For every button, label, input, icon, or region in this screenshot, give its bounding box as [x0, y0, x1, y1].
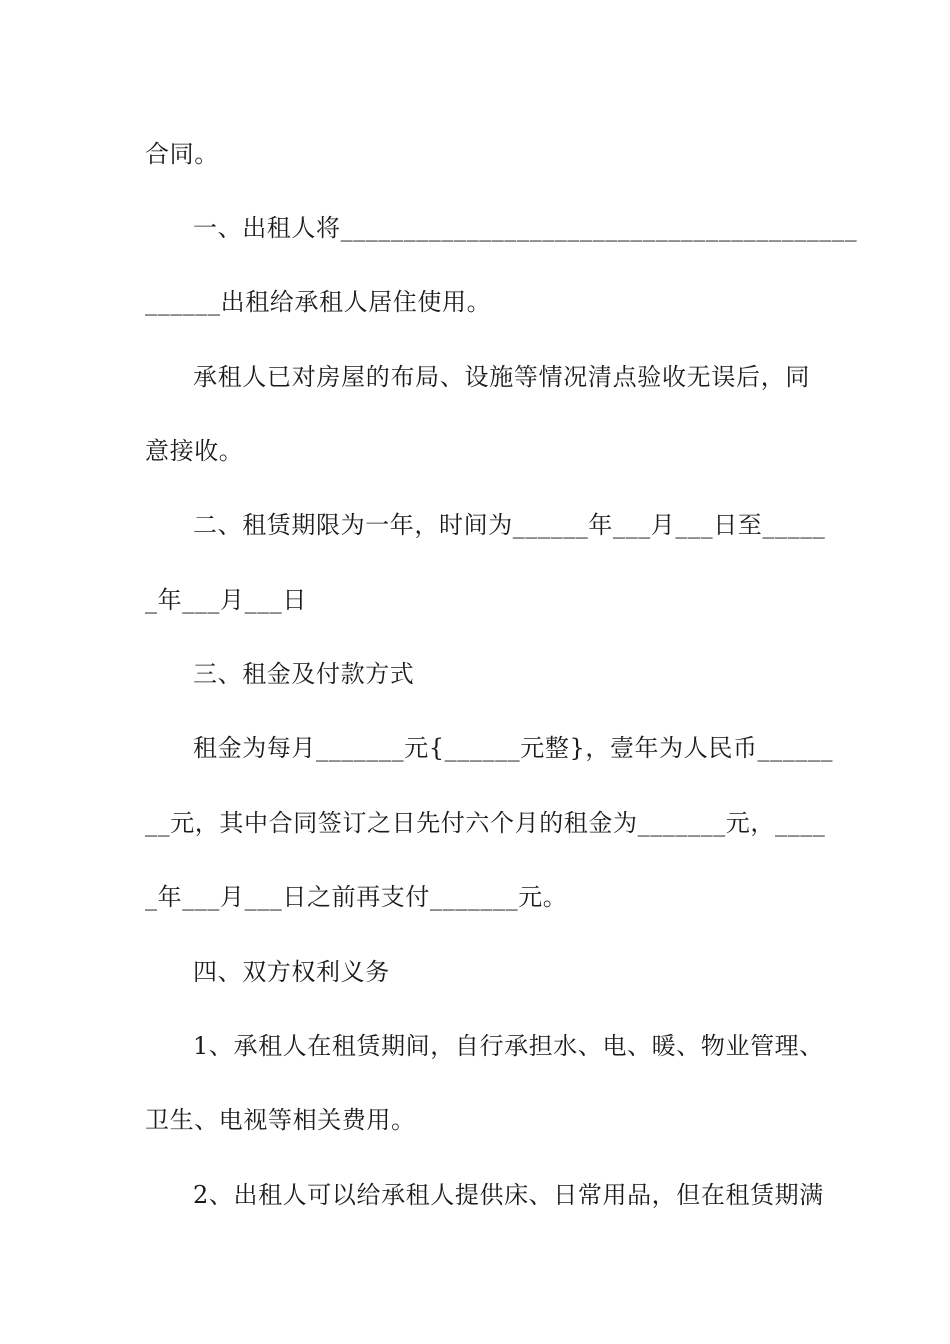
text-line: 租金为每月_______元{______元整}，壹年为人民币______: [193, 734, 834, 762]
text-line: ______出租给承租人居住使用。: [145, 288, 492, 316]
text-line: 意接收。: [145, 437, 244, 465]
text-line: 2、出租人可以给承租人提供床、日常用品，但在租赁期满: [193, 1181, 824, 1209]
text-line: 一、出租人将_________________________________________: [193, 214, 858, 242]
text-line: 卫生、电视等相关费用。: [145, 1106, 416, 1134]
text-line: 承租人已对房屋的布局、设施等情况清点验收无误后，同: [193, 363, 810, 391]
text-line: _年___月___日之前再支付_______元。: [145, 883, 568, 911]
text-line: 合同。: [145, 140, 219, 168]
text-line: __元，其中合同签订之日先付六个月的租金为_______元，____: [145, 809, 826, 837]
text-line: 四、双方权利义务: [193, 958, 390, 986]
text-line: _年___月___日: [145, 586, 307, 614]
text-line: 二、租赁期限为一年，时间为______年___月___日至_____: [193, 511, 826, 539]
text-line: 三、租金及付款方式: [193, 660, 415, 688]
text-line: 1、承租人在租赁期间，自行承担水、电、暖、物业管理、: [193, 1032, 824, 1060]
